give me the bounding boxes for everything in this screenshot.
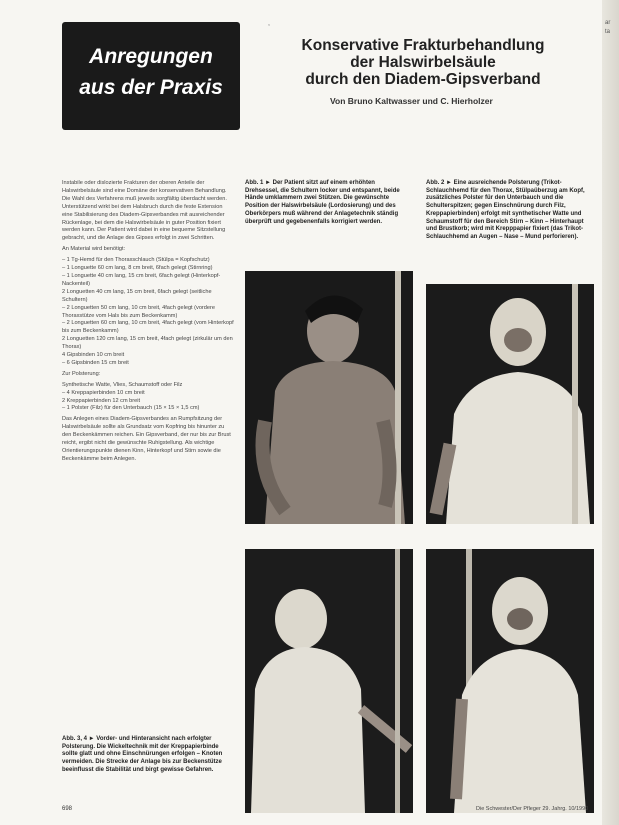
corner-fragment-bottom: ta xyxy=(605,29,611,35)
padding-item: – 1 Polster (Filz) für den Unterbauch (15 × 15 × 1,5 cm) xyxy=(62,405,200,412)
journal-footer: Die Schwester/Der Pfleger 29. Jahrg. 10/1990 xyxy=(476,806,589,812)
margin-mark: , xyxy=(268,20,270,27)
padding-item: 2 Kreppapierbinden 12 cm breit xyxy=(62,397,141,404)
material-item: – 6 Gipsbinden 15 cm breit xyxy=(62,359,129,366)
material-item: 2 Longuetten 40 cm lang, 15 cm breit, 6fach gelegt (seitliche Schultern) xyxy=(62,288,212,303)
material-item: – 1 Longuette 60 cm lang, 8 cm breit, 6fach gelegt (Stirnring) xyxy=(62,265,213,272)
figure-caption-2: Abb. 2 ► Eine ausreichende Polsterung (Trikot-Schlauchhemd für den Thorax, Stülpaüberzug am Kopf, zusätzliches Polster für den Unterbauch und die Schulterspitzen; gegen Einschnürung durch Filz, Kreppapierbinden) erfolgt mit synthetischer Watte und Schaumstoff für den Bereich Stirn – Kinn – Hinterhaupt und Brustkorb; wird mit Krepppapier fixiert (das Trikot-Schlauchhemd an Augen – Nase – Mund perforieren). xyxy=(426,180,585,240)
photo-patient-seated xyxy=(245,271,413,524)
material-item: – 1 Longuette 40 cm lang, 15 cm breit, 6fach gelegt (Hinterkopf-Nackenteil) xyxy=(62,272,221,287)
article-title-line2: der Halswirbelsäule xyxy=(350,54,496,71)
photo-front-view xyxy=(426,549,594,813)
photo-padded-head xyxy=(426,284,594,524)
section-label-line2: aus der Praxis xyxy=(79,76,223,99)
materials-heading: An Material wird benötigt: xyxy=(62,246,126,253)
material-item: 2 Longuetten 120 cm lang, 15 cm breit, 4fach gelegt (zirkulär um den Thorax) xyxy=(62,336,233,351)
page-edge-shadow xyxy=(602,0,619,825)
padding-item: Synthetische Watte, Vlies, Schaumstoff oder Filz xyxy=(62,381,183,388)
material-item: – 2 Longuetten 60 cm lang, 10 cm breit, 4fach gelegt (vom Hinterkopf bis zum Beckenkamm) xyxy=(62,320,234,335)
padding-item: – 4 Kreppapierbinden 10 cm breit xyxy=(62,389,145,396)
corner-fragment-top: ar xyxy=(605,20,611,26)
material-item: 4 Gipsbinden 10 cm breit xyxy=(62,352,125,359)
figure-caption-3-4: Abb. 3, 4 ► Vorder- und Hinteransicht nach erfolgter Polsterung. Die Wickeltechnik mit der Kreppapierbinde sollte glatt und ohne Einschnürungen erfolgen – Knoten vermeiden. Die Strecke der Anlage bis zur Beckenstütze beeinflusst die Stabilität und birgt gewisse Gefahren. xyxy=(62,736,223,773)
article-title-line1: Konservative Frakturbehandlung xyxy=(301,37,545,54)
padding-heading: Zur Polsterung: xyxy=(62,370,101,377)
section-label-line1: Anregungen xyxy=(89,45,213,68)
closing-paragraph: Das Anlegen eines Diadem-Gipsverbandes an Rumpfsitzung der Halswirbelsäule sollte als Grundsatz vom Kopfring bis hinunter zu den Beckenkämmen reichen. Ein Gipsverband, der nur bis zur Brust reicht, ergibt nicht die gewünschte Ruhigstellung. Als wichtige Orientierungspunkte dienen Kinn, Hinterkopf und Stirn sowie die Beckenkämme beim Anlegen. xyxy=(62,416,231,462)
body-text-column xyxy=(62,180,234,467)
material-item: – 2 Longuetten 50 cm lang, 10 cm breit, 4fach gelegt (vordere Thoraxstütze vom Hals bis zum Beckenkamm) xyxy=(62,304,215,319)
figure-caption-1: Abb. 1 ► Der Patient sitzt auf einem erhöhten Drehsessel, die Schultern locker und entspannt, beide Hände umklammern zwei Stützen. Die gewünschte Position der Halswirbelsäule (Lordosierung) und des Oberkörpers muß während der Anlagetechnik ständig überprüft und gegebenenfalls korrigiert werden. xyxy=(245,180,400,225)
intro-paragraph: Instabile oder dislozierte Frakturen der oberen Anteile der Halswirbelsäule sind eine Domäne der konservativen Behandlung. Die Wahl des Verfahrens muß jeweils sorgfältig überdacht werden. Unterstützend wirkt bei dem Halsbruch durch die feste Extension eine Stabilisierung des Diadem-Gipsverbandes mit ausreichender Rückenlage, bei dem die Halswirbelsäule in guter Position fixiert werden kann. Der Patient wird dabei in eine bequeme Sitzstellung gebracht, und die Anlage des Gipses erfolgt in zwei Schritten. xyxy=(62,180,227,242)
article-title-line3: durch den Diadem-Gipsverband xyxy=(305,71,541,88)
photo-back-view xyxy=(245,549,413,813)
page-number: 698 xyxy=(62,806,73,812)
article-authors: Von Bruno Kaltwasser und C. Hierholzer xyxy=(330,96,493,106)
section-heading-box xyxy=(62,22,240,130)
material-item: – 1 Tg-Hemd für den Thoraxschlauch (Stülpa = Kopfschutz) xyxy=(62,257,210,264)
